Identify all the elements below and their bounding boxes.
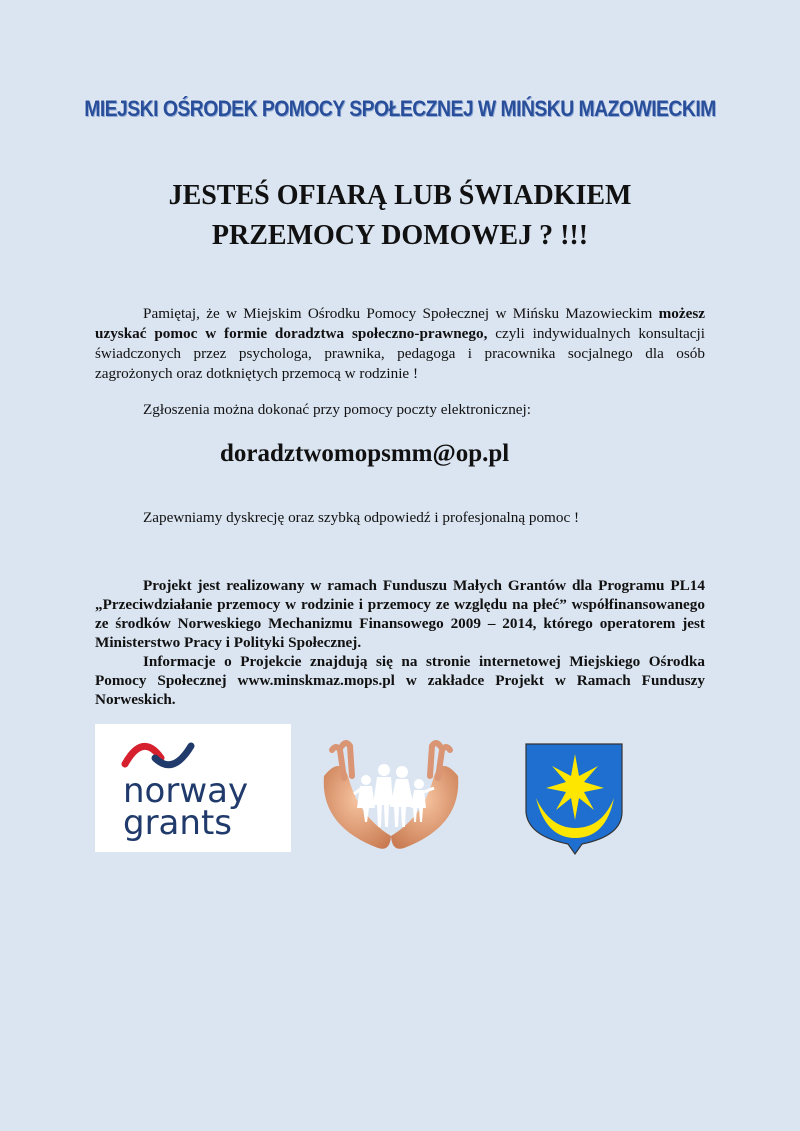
report-paragraph: Zgłoszenia można dokonać przy pomocy poczty elektronicznej:	[143, 401, 531, 418]
hands-family-image	[318, 736, 464, 852]
headline-line-1: JESTEŚ OFIARĄ LUB ŚWIADKIEM	[168, 180, 632, 211]
page-headline	[0, 176, 800, 256]
coat-of-arms	[522, 740, 628, 856]
logo-word-norway: norway	[123, 771, 249, 811]
intro-start: Pamiętaj, że w Miejskim Ośrodku Pomocy Społecznej w Mińsku Mazowieckim	[143, 305, 659, 322]
intro-end: czyli indywidualnych konsultacji świadczonych przez psychologa, prawnika, pedagoga i pracownika socjalnego dla osób zagrożonych oraz dotkniętych przemocą w rodzinie !	[95, 325, 705, 382]
assurance-paragraph: Zapewniamy dyskrecję oraz szybką odpowiedź i profesjonalną pomoc !	[143, 509, 580, 526]
hands-family-graphic	[318, 736, 464, 852]
family-silhouette	[354, 764, 434, 827]
norway-grants-logo	[95, 724, 291, 852]
contact-email[interactable]: doradztwomopsmm@op.pl	[220, 440, 510, 467]
project-paragraph-1: Projekt jest realizowany w ramach Funduszu Małych Grantów dla Programu PL14 „Przeciwdziałanie przemocy w rodzinie i przemocy ze względu na płeć” współfinansowanego ze środków Norweskiego Mechanizmu Finansowego 2009 – 2014, którego operatorem jest Ministerstwo Pracy i Polityki Społecznej.	[95, 577, 705, 651]
project-paragraph-2: Informacje o Projekcie znajdują się na stronie internetowej Miejskiego Ośrodka Pomocy Społecznej www.minskmaz.mops.pl w zakładce Projekt w Ramach Funduszy Norweskich.	[95, 653, 705, 708]
coat-of-arms-graphic	[522, 740, 628, 856]
intro-bold: możesz uzyskać pomoc w formie doradztwa społeczno-prawnego,	[95, 305, 705, 342]
organization-header: MIEJSKI OŚRODEK POMOCY SPOŁECZNEJ W MIŃSKU MAZOWIECKIM	[84, 96, 716, 121]
headline-line-2: PRZEMOCY DOMOWEJ ? !!!	[211, 220, 589, 251]
intro-paragraph	[95, 304, 705, 384]
norway-grants-logo-graphic	[95, 724, 291, 852]
project-info	[95, 576, 705, 709]
logo-word-grants: grants	[123, 803, 232, 843]
